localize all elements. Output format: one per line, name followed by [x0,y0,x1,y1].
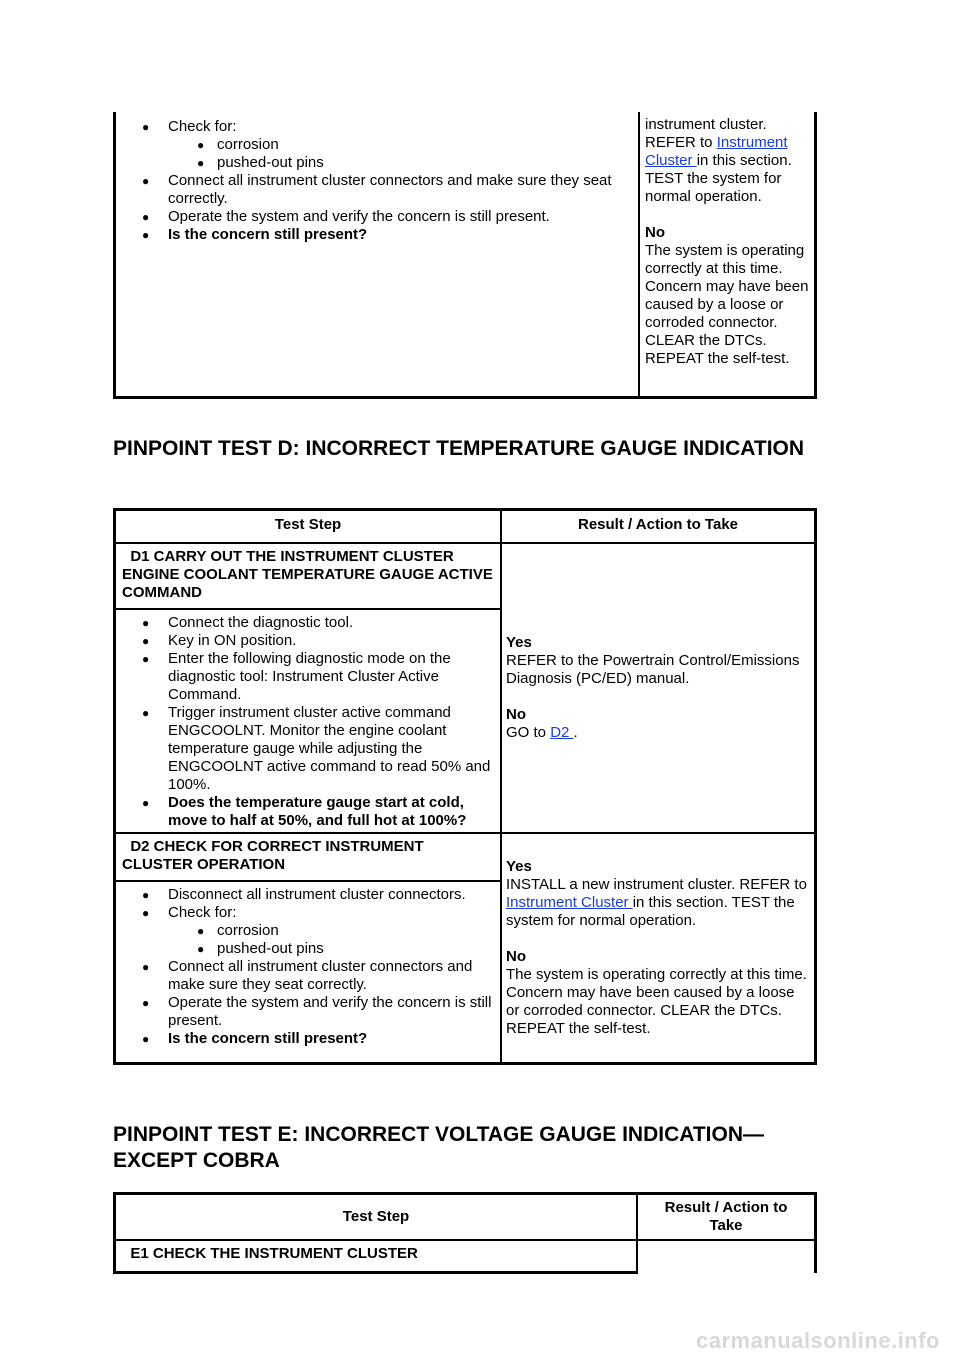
d1-title [115,543,502,609]
top-step-list [116,118,638,244]
list-item: ● Connect all instrument cluster connectors and make sure they seat correctly. [116,958,496,994]
top-step-cell [115,112,640,398]
d1-no-text [506,724,810,742]
d1-title-text: D1 CARRY OUT THE INSTRUMENT CLUSTER ENGINE COOLANT TEMPERATURE GAUGE ACTIVE COMMAND [122,548,493,601]
d-header-result: Result / Action to Take [501,510,816,544]
top-result-line1: instrument cluster. [645,116,767,133]
list-item: ● Connect the diagnostic tool. [116,614,496,632]
list-item: ● corrosion [116,922,496,940]
list-item: ● Check for: [116,904,496,922]
list-item: ● Operate the system and verify the concern is still present. [116,208,638,226]
d1-no-suffix: . [573,724,578,741]
d-header-step: Test Step [115,510,502,544]
d2-no-text: The system is operating correctly at this time. Concern may have been caused by a loose or corroded connector. CLEAR the DTCs. REPEAT the self-test. [506,966,807,1037]
top-no-label: No [645,224,665,241]
section-d-table [113,508,817,1065]
d2-title [115,833,502,881]
list-item: ● Is the concern still present? [116,226,638,244]
top-no-text: The system is operating correctly at this time. Concern may have been caused by a loose or corroded connector. CLEAR the DTCs. REPEAT the self-test. [645,242,809,367]
d2-instrument-cluster-link[interactable]: Instrument Cluster [506,894,633,911]
d2-link[interactable]: D2 [550,724,574,741]
d1-result-cell [501,543,816,833]
list-item: ● Is the concern still present? [116,1030,496,1048]
footer-watermark: carmanualsonline.info [696,1328,940,1353]
e1-title-text: E1 CHECK THE INSTRUMENT CLUSTER [130,1245,418,1262]
list-item: ● Check for: [116,118,638,136]
list-item: ● Trigger instrument cluster active command ENGCOOLNT. Monitor the engine coolant temperature gauge while adjusting the ENGCOOLNT active command to read 50% and 100%. [116,704,496,794]
list-item: ● pushed-out pins [116,940,496,958]
d1-no-label: No [506,706,526,723]
d2-step-list [116,886,496,1048]
top-result-cell [639,112,816,398]
top-continuation-table [113,112,817,399]
e1-result-cell [637,1240,816,1273]
d1-yes-text: REFER to the Powertrain Control/Emissions Diagnosis (PC/ED) manual. [506,652,800,687]
d2-yes-text [506,876,810,930]
section-e-title: PINPOINT TEST E: INCORRECT VOLTAGE GAUGE INDICATION—EXCEPT COBRA [113,1123,765,1172]
list-item: ● pushed-out pins [116,154,638,172]
e-header-step: Test Step [115,1194,638,1241]
d2-no-label: No [506,948,526,965]
d2-yes-suffix: in this section. TEST the system for normal operation. [506,894,795,929]
list-item: ● Enter the following diagnostic mode on the diagnostic tool: Instrument Cluster Active Command. [116,650,496,704]
section-e-table [113,1192,817,1274]
refer-prefix: REFER to [645,134,717,151]
top-result-refer [645,134,810,206]
d1-yes-label: Yes [506,634,532,651]
list-item: ● Connect all instrument cluster connectors and make sure they seat correctly. [116,172,638,208]
e1-title [115,1240,638,1273]
d2-yes-prefix: INSTALL a new instrument cluster. REFER to [506,876,807,893]
section-d-title: PINPOINT TEST D: INCORRECT TEMPERATURE GAUGE INDICATION [113,437,805,460]
e-header-result: Result / Action to Take [637,1194,816,1241]
d1-step-cell [115,609,502,833]
instrument-cluster-link[interactable]: Instrument Cluster [645,134,788,169]
list-item: ● Key in ON position. [116,632,496,650]
list-item: ● Operate the system and verify the concern is still present. [116,994,496,1030]
refer-suffix: in this section. TEST the system for normal operation. [645,152,792,205]
d1-step-list [116,614,496,830]
list-item: ● Does the temperature gauge start at cold, move to half at 50%, and full hot at 100%? [116,794,496,830]
d2-yes-label: Yes [506,858,532,875]
list-item: ● corrosion [116,136,638,154]
d2-step-cell [115,881,502,1064]
d1-no-prefix: GO to [506,724,551,741]
d2-title-text: D2 CHECK FOR CORRECT INSTRUMENT CLUSTER OPERATION [122,838,424,873]
list-item: ● Disconnect all instrument cluster connectors. [116,886,496,904]
d2-result-cell [501,833,816,1064]
